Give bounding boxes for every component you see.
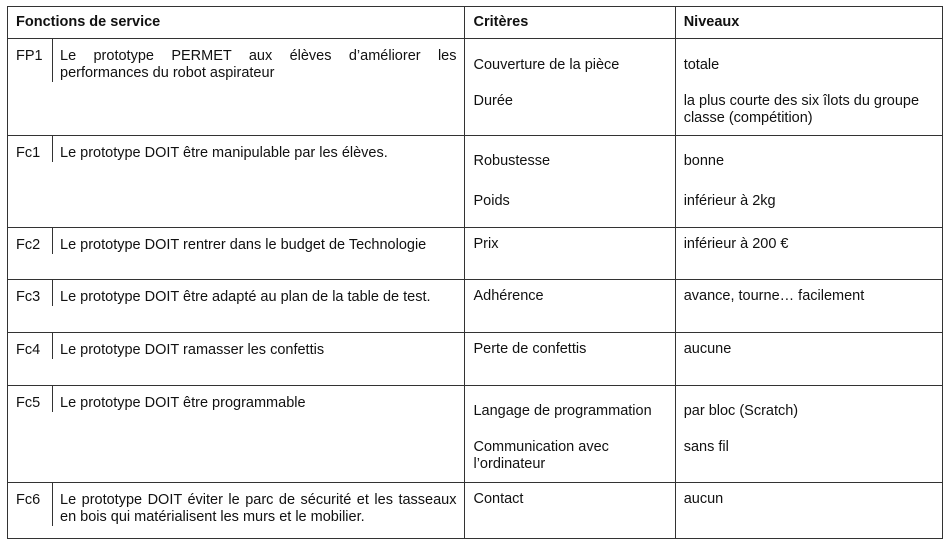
function-description: Le prototype DOIT rentrer dans le budget de Technologie [60, 237, 427, 253]
niveaux-cell [675, 333, 942, 386]
fonction-cell [8, 136, 465, 228]
critere-text: Communication avec l’ordinateur [473, 439, 609, 472]
criteres-cell [465, 386, 675, 483]
table-row [8, 136, 943, 228]
critere-text: Poids [473, 193, 510, 209]
criteres-cell [465, 483, 675, 539]
function-code: FP1 [8, 39, 53, 82]
function-code: Fc3 [8, 280, 53, 306]
niveau-text: avance, tourne… facilement [683, 288, 865, 304]
niveau-text: par bloc (Scratch) [683, 403, 799, 419]
niveaux-cell [675, 39, 942, 136]
criteres-cell [465, 280, 675, 333]
table-row [8, 39, 943, 136]
function-description: Le prototype DOIT être programmable [60, 395, 306, 411]
function-code: Fc2 [8, 228, 53, 254]
fonction-cell [8, 280, 465, 333]
critere-text: Robustesse [473, 153, 551, 169]
niveaux-cell [675, 228, 942, 280]
criteres-cell [465, 333, 675, 386]
header-niveaux: Niveaux [675, 7, 942, 39]
table-row [8, 228, 943, 280]
function-description: Le prototype DOIT être manipulable par les élèves. [60, 145, 388, 161]
niveau-text: aucune [683, 341, 732, 357]
niveau-text: inférieur à 2kg [683, 193, 776, 209]
table-row [8, 483, 943, 539]
fonction-cell [8, 39, 465, 136]
fonction-cell [8, 386, 465, 483]
critere-text: Adhérence [473, 288, 544, 304]
table-row [8, 386, 943, 483]
critere-text: Langage de programmation [473, 403, 652, 419]
function-code: Fc4 [8, 333, 53, 359]
niveaux-cell [675, 136, 942, 228]
niveaux-cell [675, 483, 942, 539]
function-description: Le prototype DOIT être adapté au plan de la table de test. [60, 289, 431, 305]
criteres-cell [465, 228, 675, 280]
critere-text: Contact [473, 491, 524, 507]
function-description: Le prototype PERMET aux élèves d’améliorer les performances du robot aspirateur [60, 48, 457, 81]
criteres-cell [465, 136, 675, 228]
niveaux-cell [675, 386, 942, 483]
critere-text: Perte de confettis [473, 341, 587, 357]
function-description: Le prototype DOIT ramasser les confettis [60, 342, 325, 358]
criteres-cell [465, 39, 675, 136]
function-code: Fc6 [8, 483, 53, 526]
critere-text: Durée [473, 93, 513, 109]
function-code: Fc5 [8, 386, 53, 412]
fonction-cell [8, 228, 465, 280]
niveau-text: totale [683, 57, 720, 73]
fonction-cell [8, 333, 465, 386]
critere-text: Couverture de la pièce [473, 57, 620, 73]
table-row [8, 280, 943, 333]
table-row [8, 333, 943, 386]
niveau-text: bonne [683, 153, 725, 169]
critere-text: Prix [473, 236, 499, 252]
niveau-text: inférieur à 200 € [683, 236, 789, 252]
header-criteres: Critères [465, 7, 675, 39]
function-description: Le prototype DOIT éviter le parc de sécurité et les tasseaux en bois qui matérialisent les murs et le mobilier. [60, 492, 457, 525]
functions-table [7, 6, 943, 539]
niveau-text: la plus courte des six îlots du groupe classe (compétition) [683, 93, 920, 126]
niveaux-cell [675, 280, 942, 333]
niveau-text: sans fil [683, 439, 729, 455]
header-fonctions: Fonctions de service [8, 7, 465, 39]
function-code: Fc1 [8, 136, 53, 162]
header-row [8, 7, 943, 39]
fonction-cell [8, 483, 465, 539]
niveau-text: aucun [683, 491, 724, 507]
